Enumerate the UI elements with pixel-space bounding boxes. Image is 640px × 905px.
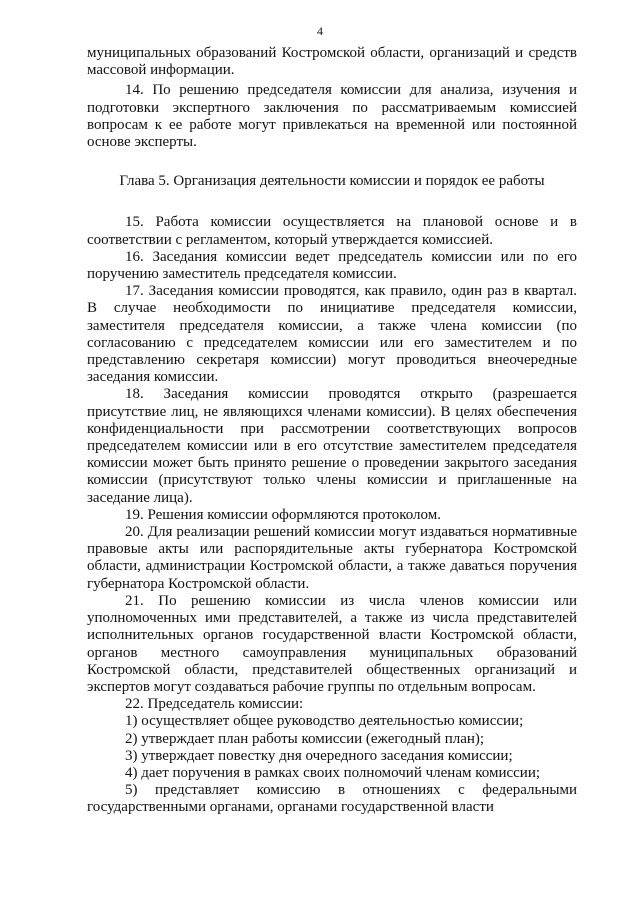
list-item-1: 1) осуществляет общее руководство деятельностью комиссии; (125, 713, 524, 730)
paragraph-20: 20. Для реализации решений комиссии могут издаваться нормативные правовые акты или распорядительные акты губернатора Костромской области, администрации Костромской области, а также даваться поручения губернатора Костромской области. (87, 524, 577, 592)
paragraph-16: 16. Заседания комиссии ведет председатель комиссии или по его поручению заместитель председателя комиссии. (87, 248, 577, 283)
paragraph-17: 17. Заседания комиссии проводятся, как правило, один раз в квартал. В случае необходимости по инициативе председателя комиссии, заместителя председателя комиссии, а также члена комиссии (по согласованию с председателем комиссии или его заместителем и по представлению секретаря комиссии) могут проводиться внеочередные заседания комиссии. (87, 283, 577, 386)
paragraph-22: 22. Председатель комиссии: (125, 696, 304, 713)
list-item-2: 2) утверждает план работы комиссии (ежегодный план); (125, 730, 485, 747)
paragraph-continuation: муниципальных образований Костромской области, организаций и средств массовой информации. (87, 45, 577, 79)
paragraph-18: 18. Заседания комиссии проводятся открыто (разрешается присутствие лиц, не являющихся членами комиссии). В целях обеспечения конфиденциальности при рассмотрении соответствующих вопросов председателем комиссии или в его отсутствие заместителем председателя комиссии может быть принято решение о проведении закрытого заседания комиссии (присутствуют только члены комиссии и приглашенные на заседание лица). (87, 386, 577, 506)
document-body (87, 45, 577, 817)
paragraph-14: 14. По решению председателя комиссии для анализа, изучения и подготовки экспертного заключения по рассматриваемым комиссией вопросам к ее работе могут привлекаться на временной или постоянной основе эксперты. (87, 82, 577, 151)
page-number: 4 (317, 24, 323, 38)
paragraph-21: 21. По решению комиссии из числа членов комиссии или уполномоченных ими представителей, а также из числа представителей исполнительных органов государственной власти Костромской области, органов местного самоуправления муниципальных образований Костромской области, представителей общественных организаций и экспертов могут создаваться рабочие группы по отдельным вопросам. (87, 592, 577, 695)
list-item-5: 5) представляет комиссию в отношениях с федеральными государственными органами, органами государственной власти (87, 782, 577, 816)
paragraph-15: 15. Работа комиссии осуществляется на плановой основе и в соответствии с регламентом, который утверждается комиссией. (87, 214, 577, 248)
list-item-3: 3) утверждает повестку дня очередного заседания комиссии; (125, 747, 513, 764)
list-item-4: 4) дает поручения в рамках своих полномочий членам комиссии; (125, 764, 541, 781)
paragraph-19: 19. Решения комиссии оформляются протоколом. (125, 506, 441, 523)
chapter-heading: Глава 5. Организация деятельности комиссии и порядок ее работы (119, 173, 545, 190)
